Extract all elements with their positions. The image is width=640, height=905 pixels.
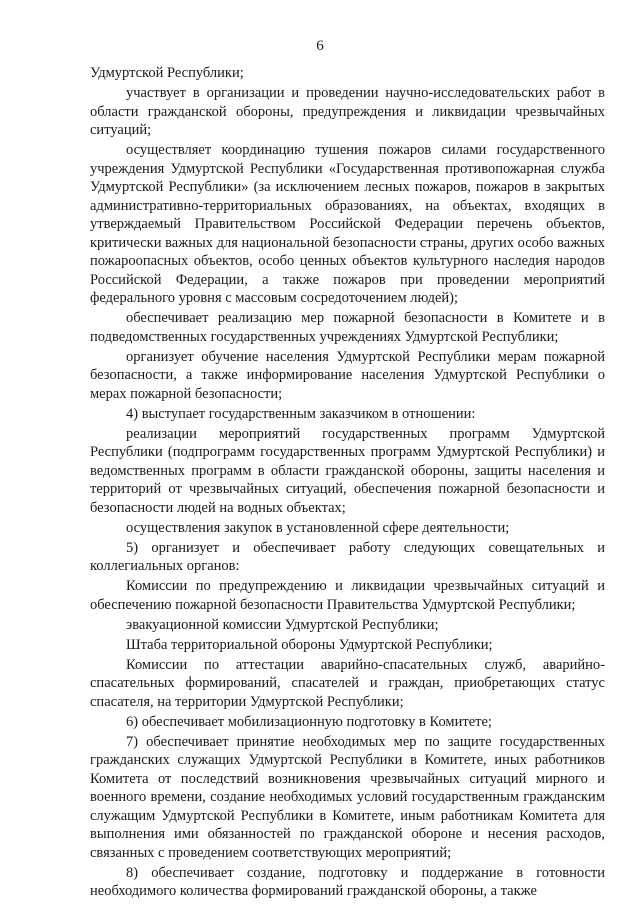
paragraph: Комиссии по аттестации аварийно-спасательных служб, аварийно-спасательных формирований, спасателей и граждан, приобретающих статус спасателя, на территории Удмуртской Республики;	[90, 656, 605, 710]
paragraph: 6) обеспечивает мобилизационную подготовку в Комитете;	[126, 713, 492, 730]
paragraph: участвует в организации и проведении научно-исследовательских работ в области гражданской обороны, предупреждения и ликвидации чрезвычайных ситуаций;	[90, 85, 605, 138]
paragraph: 5) организует и обеспечивает работу следующих совещательных и коллегиальных органов:	[90, 539, 605, 574]
paragraph: осуществления закупок в установленной сфере деятельности;	[126, 519, 510, 536]
page-number: 6	[316, 38, 324, 54]
paragraph: Удмуртской Республики;	[90, 65, 244, 81]
paragraph: 8) обеспечивает создание, подготовку и поддержание в готовности необходимого количества формирований гражданской обороны, а также	[90, 864, 605, 899]
paragraph: эвакуационной комиссии Удмуртской Республики;	[126, 616, 439, 633]
paragraph: организует обучение населения Удмуртской Республики мерам пожарной безопасности, а также информирование населения Удмуртской Республики о мерах пожарной безопасности;	[90, 348, 605, 402]
paragraph: Комиссии по предупреждению и ликвидации чрезвычайных ситуаций и обеспечению пожарной безопасности Правительства Удмуртской Республики;	[90, 578, 605, 613]
paragraph: реализации мероприятий государственных программ Удмуртской Республики (подпрограмм государственных программ Удмуртской Республики) и ведомственных программ в области гражданской обороны, защиты населения и территорий от чрезвычайных ситуаций, обеспечения пожарной безопасности и безопасности людей на водных объектах;	[90, 425, 605, 516]
paragraph: 4) выступает государственным заказчиком в отношении:	[126, 405, 476, 422]
paragraph: обеспечивает реализацию мер пожарной безопасности в Комитете и в подведомственных государственных учреждениях Удмуртской Республики;	[90, 310, 605, 345]
paragraph: осуществляет координацию тушения пожаров силами государственного учреждения Удмуртской Республики «Государственная противопожарная служба Удмуртской Республики» (за исключением лесных пожаров, пожаров в закрытых административно-территориальных образованиях, на объектах, входящих в утверждаемый Правительством Российской Федерации перечень объектов, критически важных для национальной безопасности страны, других особо важных пожароопасных объектов, особо ценных объектов культурного наследия народов Российской Федерации, а также пожаров при проведении мероприятий федерального уровня с массовым сосредоточением людей);	[90, 142, 605, 306]
document-body	[90, 64, 605, 902]
paragraph: 7) обеспечивает принятие необходимых мер по защите государственных гражданских служащих Удмуртской Республики в Комитете, иных работников Комитета от последствий возникновения чрезвычайных ситуаций мирного и военного времени, создание необходимых условий государственным гражданским служащим Удмуртской Республики в Комитете, иным работникам Комитета для выполнения ими обязанностей по гражданской обороне и несения расходов, связанных с проведением соответствующих мероприятий;	[90, 733, 605, 861]
paragraph: Штаба территориальной обороны Удмуртской Республики;	[126, 636, 493, 653]
